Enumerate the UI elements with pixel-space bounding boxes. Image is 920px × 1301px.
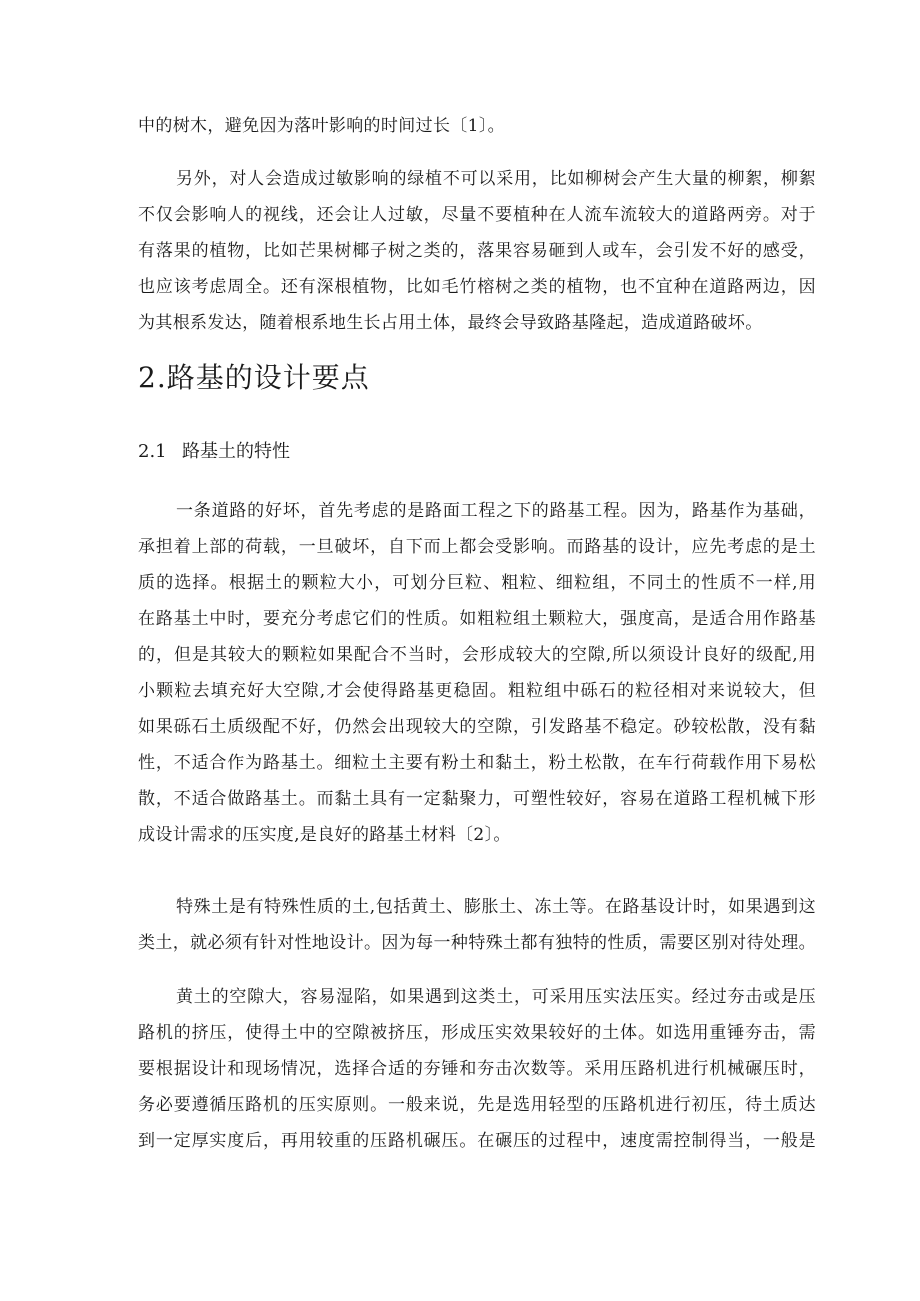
- paragraph-line: 性，不适合作为路基土。细粒土主要有粉土和黏土，粉土松散，在车行荷载作用下易松: [138, 753, 816, 773]
- paragraph-line: 小颗粒去填充好大空隙,才会使得路基更稳固。粗粒组中砾石的粒径相对来说较大，但: [138, 681, 816, 701]
- subsection-title: 路基土的特性: [182, 441, 290, 462]
- paragraph-line: 要根据设计和现场情况，选择合适的夯锤和夯击次数等。采用压路机进行机械碾压时，: [138, 1059, 816, 1079]
- paragraph-line: 如果砾石土质级配不好，仍然会出现较大的空隙，引发路基不稳定。砂较松散，没有黏: [138, 717, 816, 737]
- paragraph-line: 务必要遵循压路机的压实原则。一般来说，先是选用轻型的压路机进行初压，待土质达: [138, 1095, 816, 1115]
- paragraph-line: 也应该考虑周全。还有深根植物，比如毛竹榕树之类的植物，也不宜种在道路两边，因: [138, 277, 816, 297]
- paragraph-line: 中的树木，避免因为落叶影响的时间过长〔1〕。: [138, 116, 506, 136]
- paragraph-line: 特殊土是有特殊性质的土,包括黄土、膨胀土、冻土等。在路基设计时，如果遇到这: [176, 897, 816, 917]
- paragraph-line: 路机的挤压，使得土中的空隙被挤压，形成压实效果较好的土体。如选用重锤夯击，需: [138, 1023, 816, 1043]
- paragraph-line: 成设计需求的压实度,是良好的路基土材料〔2〕。: [138, 825, 511, 845]
- paragraph-line: 到一定厚实度后，再用较重的压路机碾压。在碾压的过程中，速度需控制得当，一般是: [138, 1131, 816, 1151]
- paragraph-line: 另外，对人会造成过敏影响的绿植不可以采用，比如柳树会产生大量的柳絮，柳絮: [176, 169, 816, 189]
- section-heading: 2.路基的设计要点: [138, 361, 370, 394]
- paragraph-line: 类土，就必须有针对性地设计。因为每一种特殊土都有独特的性质，需要区别对待处理。: [138, 933, 816, 953]
- subsection-heading: [138, 440, 290, 464]
- paragraph-line: 黄土的空隙大，容易湿陷，如果遇到这类土，可采用压实法压实。经过夯击或是压: [176, 987, 816, 1007]
- paragraph-line: 一条道路的好坏，首先考虑的是路面工程之下的路基工程。因为，路基作为基础，: [176, 501, 816, 521]
- paragraph-line: 的，但是其较大的颗粒如果配合不当时，会形成较大的空隙,所以须设计良好的级配,用: [138, 645, 816, 665]
- paragraph-line: 在路基土中时，要充分考虑它们的性质。如粗粒组土颗粒大，强度高，是适合用作路基: [138, 609, 816, 629]
- paragraph-line: 不仅会影响人的视线，还会让人过敏，尽量不要植种在人流车流较大的道路两旁。对于: [138, 205, 816, 225]
- subsection-number: 2.1: [138, 441, 167, 462]
- paragraph-line: 散，不适合做路基土。而黏土具有一定黏聚力，可塑性较好，容易在道路工程机械下形: [138, 789, 816, 809]
- paragraph-line: 为其根系发达，随着根系地生长占用土体，最终会导致路基隆起，造成道路破坏。: [138, 313, 763, 333]
- paragraph-line: 质的选择。根据土的颗粒大小，可划分巨粒、粗粒、细粒组，不同土的性质不一样,用: [138, 573, 816, 593]
- paragraph-line: 有落果的植物，比如芒果树椰子树之类的，落果容易砸到人或车，会引发不好的感受，: [138, 241, 816, 261]
- paragraph-line: 承担着上部的荷载，一旦破坏，自下而上都会受影响。而路基的设计，应先考虑的是土: [138, 537, 816, 557]
